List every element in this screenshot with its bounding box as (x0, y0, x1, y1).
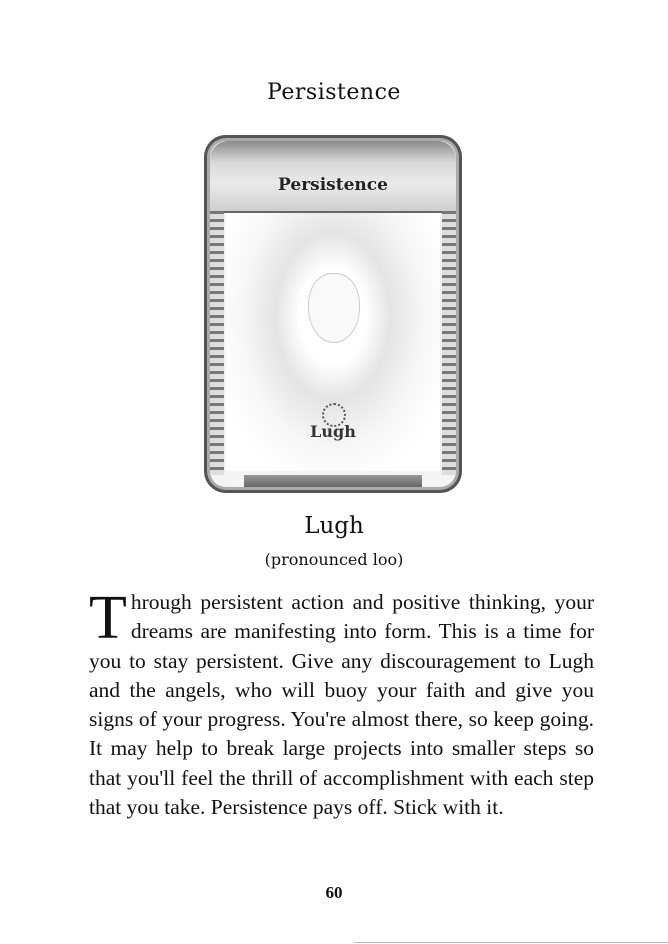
card-title-banner (210, 141, 456, 213)
card-bottom-border (244, 475, 422, 487)
pronunciation: (pronounced loo) (264, 550, 404, 569)
body-text: hrough persistent action and positive thinking, your dreams are manifesting into form. This is a time for you to stay persistent. Give any discouragement to Lugh and the angels, who will buoy your faith and give you signs of your progress. You're almost there, so keep going. It may help to break large projects into smaller steps so that you'll feel the thrill of accomplishment with each step that you take. Persistence pays off. Stick with it. (89, 590, 594, 820)
card-border-left (210, 211, 224, 475)
divider (354, 942, 668, 943)
page-title: Persistence (267, 80, 401, 105)
body-paragraph (89, 584, 594, 822)
card-border-right (442, 211, 456, 475)
face-illustration (308, 273, 360, 343)
deity-name: Lugh (304, 513, 364, 539)
card-illustration (226, 213, 440, 471)
drop-cap: T (89, 584, 127, 652)
card-name: Lugh (310, 422, 356, 441)
page-number: 60 (325, 883, 343, 902)
oracle-card-image (204, 135, 462, 493)
card-title: Persistence (278, 175, 388, 195)
